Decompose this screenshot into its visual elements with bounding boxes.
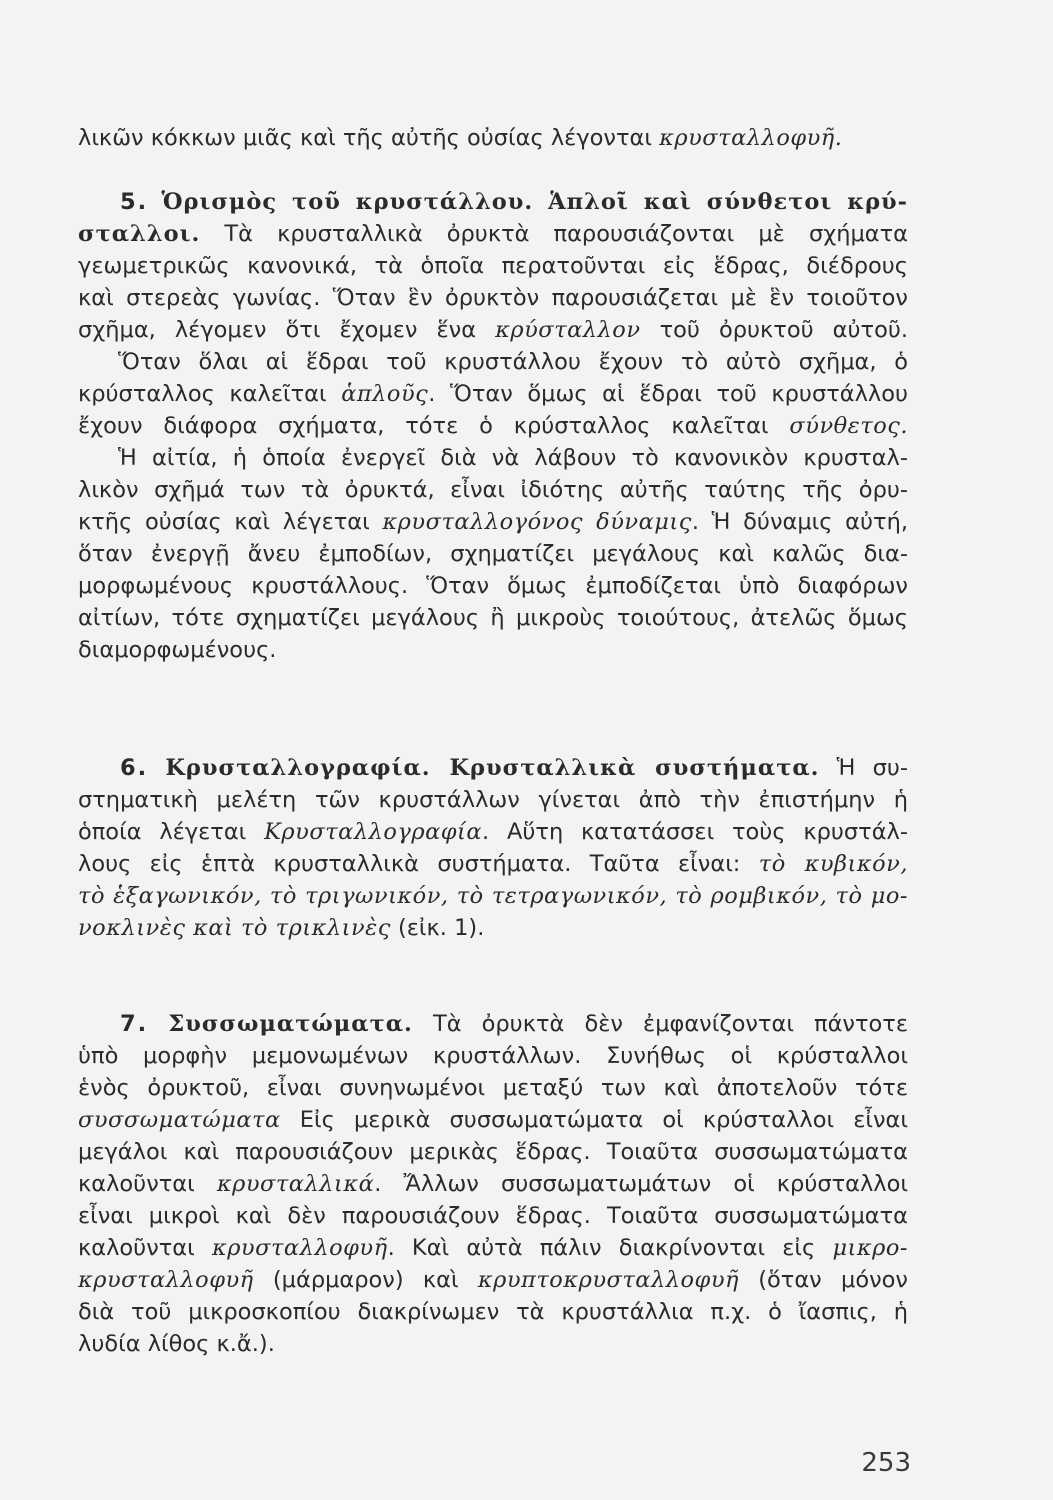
section-number: 5.	[120, 189, 149, 215]
section-6: 6. Κρυσταλλογραφία. Κρυσταλλικὰ συστήματα. Ἡ συ- στηματικὴ μελέτη τῶν κρυστάλλων γίνεται ἀπὸ τὴν ἐπιστήμην ἡ ὁποία λέγεται Κρυσταλλογραφία. Αὕτη κατατάσσει τοὺς κρυστάλ- λους εἰς ἑπτὰ κρυσταλλικὰ συστήματα. Ταῦτα εἶναι: τὸ κυβικόν, τὸ ἑξαγωνικόν, τὸ τριγωνικόν, τὸ τετραγωνικόν, τὸ ρομβικόν, τὸ μο- νοκλινὲς καὶ τὸ τρικλινὲς (εἰκ. 1).	[78, 755, 908, 941]
top-line: λικῶν κόκκων μιᾶς καὶ τῆς αὐτῆς οὐσίας λέγονται κρυσταλλοφυῆ.	[78, 125, 843, 151]
page-number: 253	[861, 1448, 911, 1478]
section-title: Συσσωματώματα.	[168, 1011, 413, 1037]
section-title: Κρυσταλλογραφία. Κρυσταλλικὰ συστήματα.	[165, 755, 820, 781]
section-title: Ὁρισμὸς τοῦ κρυστάλλου. Ἁπλοῖ καὶ σύνθετοι κρύ-	[161, 189, 908, 215]
section-5: 5. Ὁρισμὸς τοῦ κρυστάλλου. Ἁπλοῖ καὶ σύνθετοι κρύ- σταλλοι. Τὰ κρυσταλλικὰ ὀρυκτὰ παρουσιάζονται μὲ σχήματα γεωμετρικῶς κανονικά, τὰ ὁποῖα περατοῦνται εἰς ἕδρας, διέδρους καὶ στερεὰς γωνίας. Ὅταν ἓν ὀρυκτὸν παρουσιάζεται μὲ ἓν τοιοῦτον σχῆμα, λέγομεν ὅτι ἔχομεν ἕνα κρύσταλλον τοῦ ὀρυκτοῦ αὐτοῦ. Ὅταν ὅλαι αἱ ἕδραι τοῦ κρυστάλλου ἔχουν τὸ αὐτὸ σχῆμα, ὁ κρύσταλλος καλεῖται ἁπλοῦς. Ὅταν ὅμως αἱ ἕδραι τοῦ κρυστάλλου ἔχουν διάφορα σχήματα, τότε ὁ κρύσταλλος καλεῖται σύνθετος. Ἡ αἰτία, ἡ ὁποία ἐνεργεῖ διὰ νὰ λάβουν τὸ κανονικὸν κρυσταλ- λικὸν σχῆμά των τὰ ὀρυκτά, εἶναι ἰδιότης αὐτῆς ταύτης τῆς ὀρυ- κτῆς οὐσίας καὶ λέγεται κρυσταλλογόνος δύναμις. Ἡ δύναμις αὐτή, ὅταν ἐνεργῇ ἄνευ ἐμποδίων, σχηματίζει μεγάλους καὶ καλῶς δια- μορφωμένους κρυστάλλους. Ὅταν ὅμως ἐμποδίζεται ὑπὸ διαφόρων αἰτίων, τότε σχηματίζει μεγάλους ἢ μικροὺς τοιούτους, ἀτελῶς ὅμως διαμορφωμένους.	[78, 189, 908, 663]
section-number: 6.	[120, 755, 149, 781]
section-7: 7. Συσσωματώματα. Τὰ ὀρυκτὰ δὲν ἐμφανίζονται πάντοτε ὑπὸ μορφὴν μεμονωμένων κρυστάλλων. Συνήθως οἱ κρύσταλλοι ἑνὸς ὀρυκτοῦ, εἶναι συνηνωμένοι μεταξύ των καὶ ἀποτελοῦν τότε συσσωματώματα Εἰς μερικὰ συσσωματώματα οἱ κρύσταλλοι εἶναι μεγάλοι καὶ παρουσιάζουν μερικὰς ἕδρας. Τοιαῦτα συσσωματώματα καλοῦνται κρυσταλλικά. Ἄλλων συσσωματωμάτων οἱ κρύσταλλοι εἶναι μικροὶ καὶ δὲν παρουσιάζουν ἕδρας. Τοιαῦτα συσσωματώματα καλοῦνται κρυσταλλοφυῆ. Καὶ αὐτὰ πάλιν διακρίνονται εἰς μικρο- κρυσταλλοφυῆ (μάρμαρον) καὶ κρυπτοκρυσταλλοφυῆ (ὅταν μόνον διὰ τοῦ μικροσκοπίου διακρίνωμεν τὰ κρυστάλλια π.χ. ὁ ἴασπις, ἡ λυδία λίθος κ.ἄ.).	[78, 1011, 908, 1357]
section-number: 7.	[120, 1011, 149, 1037]
